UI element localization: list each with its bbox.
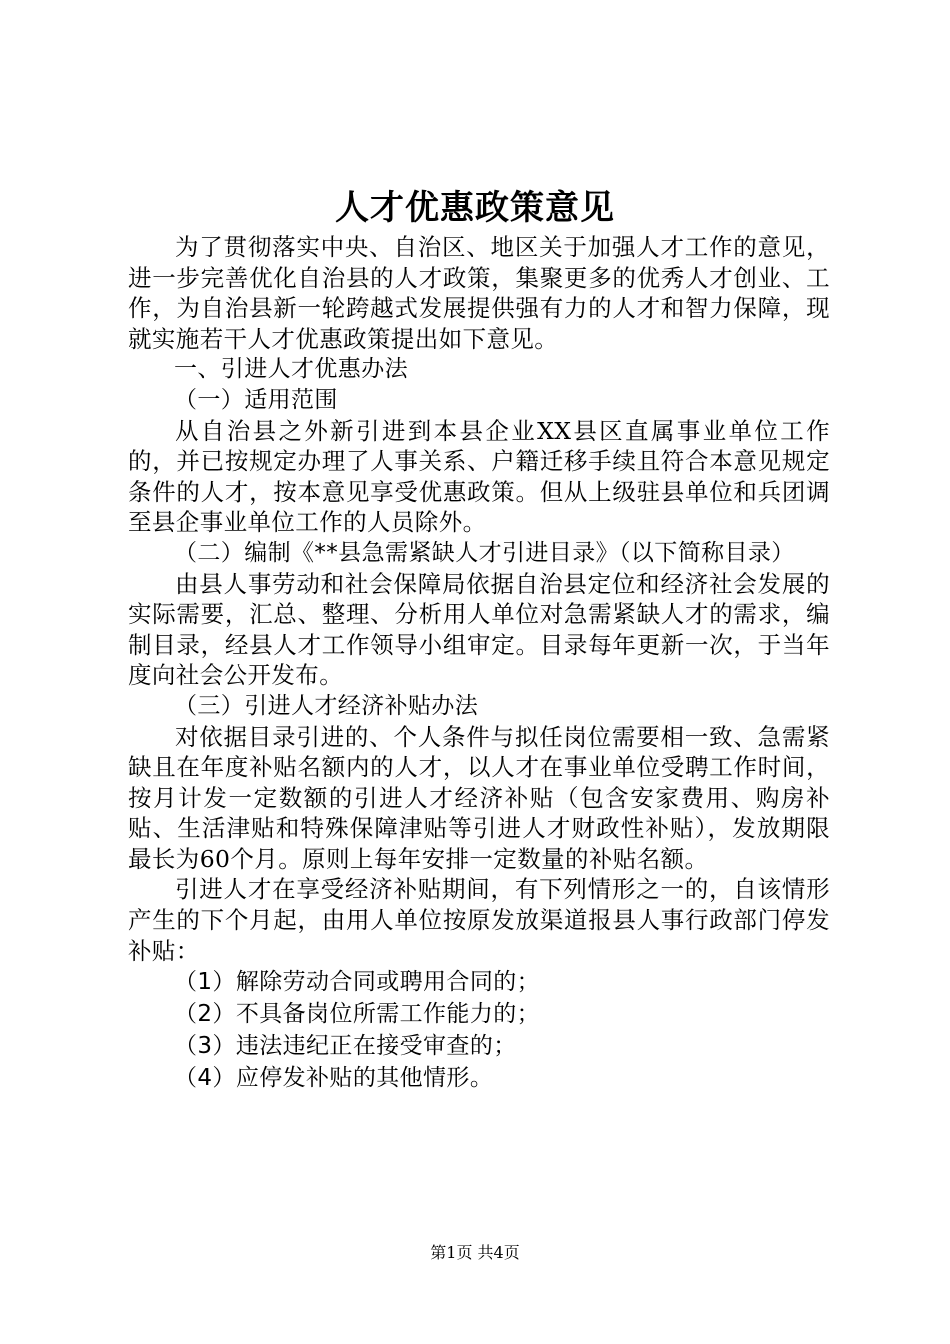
- subsection-paragraph-3b: 引进人才在享受经济补贴期间，有下列情形之一的，自该情形产生的下个月起，由用人单位按原发放渠道报县人事行政部门停发补贴：: [128, 875, 830, 965]
- document-title: 人才优惠政策意见: [335, 188, 615, 228]
- section-heading-1: 一、引进人才优惠办法: [174, 356, 408, 383]
- list-item: （4）应停发补贴的其他情形。: [174, 1065, 494, 1092]
- page-footer: 第1页 共4页: [430, 1243, 520, 1262]
- subsection-paragraph-1: 从自治县之外新引进到本县企业XX县区直属事业单位工作的，并已按规定办理了人事关系、户籍迁移手续且符合本意见规定条件的人才，按本意见享受优惠政策。但从上级驻县单位和兵团调至县企事业单位工作的人员除外。: [128, 416, 830, 537]
- intro-paragraph: 为了贯彻落实中央、自治区、地区关于加强人才工作的意见，进一步完善优化自治县的人才政策，集聚更多的优秀人才创业、工作，为自治县新一轮跨越式发展提供强有力的人才和智力保障，现就实施若干人才优惠政策提出如下意见。: [128, 233, 830, 353]
- document-body: [128, 232, 830, 1094]
- list-item: （2）不具备岗位所需工作能力的；: [174, 1001, 541, 1028]
- list-item: （3）违法违纪正在接受审查的；: [174, 1033, 517, 1060]
- subsection-heading-2: （二）编制《**县急需紧缺人才引进目录》（以下简称目录）: [174, 539, 795, 566]
- subsection-heading-1: （一）适用范围: [174, 386, 338, 413]
- subsection-paragraph-3a: 对依据目录引进的、个人条件与拟任岗位需要相一致、急需紧缺且在年度补贴名额内的人才，以人才在事业单位受聘工作时间，按月计发一定数额的引进人才经济补贴（包含安家费用、购房补贴、生活津贴和特殊保障津贴等引进人才财政性补贴），发放期限最长为60个月。原则上每年安排一定数量的补贴名额。: [128, 722, 830, 873]
- subsection-heading-3: （三）引进人才经济补贴办法: [174, 692, 479, 719]
- list-item: （1）解除劳动合同或聘用合同的；: [174, 969, 541, 996]
- subsection-paragraph-2: 由县人事劳动和社会保障局依据自治县定位和经济社会发展的实际需要，汇总、整理、分析用人单位对急需紧缺人才的需求，编制目录，经县人才工作领导小组审定。目录每年更新一次，于当年度向社会公开发布。: [128, 569, 830, 690]
